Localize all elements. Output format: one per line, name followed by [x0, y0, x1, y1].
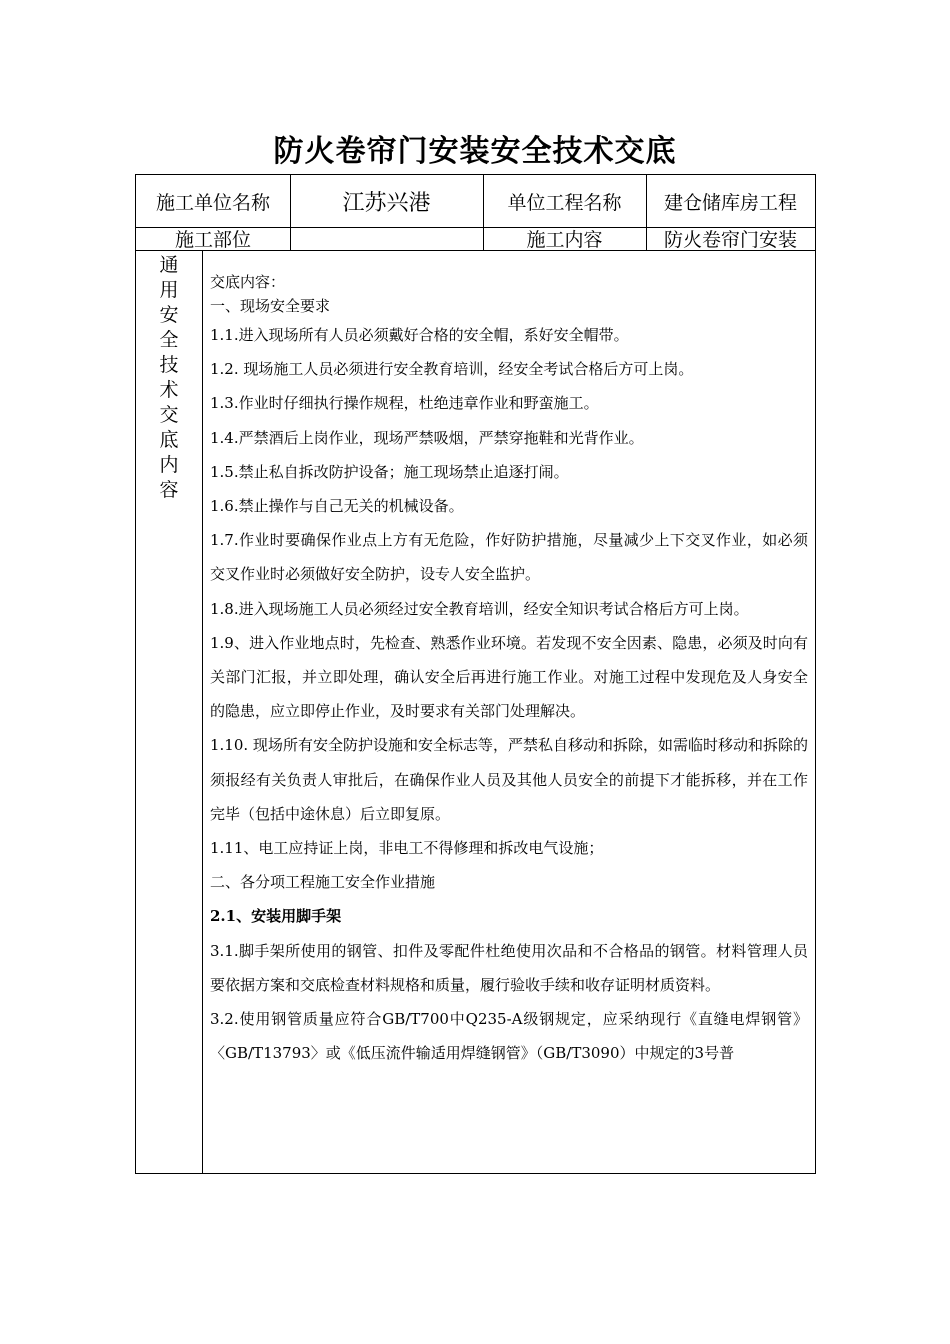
disclosure-table [135, 174, 816, 1174]
section-heading: 二、各分项工程施工安全作业措施 [210, 873, 436, 892]
side-label-char: 交 [159, 404, 179, 426]
clause-1-5: 1.5.禁止私自拆改防护设备；施工现场禁止追逐打闹。 [210, 462, 569, 481]
side-label-char: 容 [159, 479, 179, 501]
side-label-char: 术 [159, 379, 179, 401]
subsection-heading: 2.1、安装用脚手架 [210, 907, 342, 926]
clause-1-7: 1.7.作业时要确保作业点上方有无危险，作好防护措施，尽量减少上下交叉作业，如必须交叉作业时必须做好安全防护，设专人安全监护。 [210, 531, 808, 584]
side-label-char: 全 [159, 329, 179, 351]
clause-1-2: 1.2. 现场施工人员必须进行安全教育培训，经安全考试合格后方可上岗。 [210, 360, 694, 379]
clause-3-2: 3.2.使用钢管质量应符合GB/T700中Q235-A级钢规定，应采纳现行《直缝电焊钢管》〈GB/T13793〉或《低压流件输适用焊缝钢管》（GB/T3090）中规定的3号普 [210, 1010, 808, 1063]
side-label-char: 内 [159, 454, 179, 476]
side-label-char: 技 [159, 354, 179, 376]
clause-1-10: 1.10. 现场所有安全防护设施和安全标志等，严禁私自移动和拆除，如需临时移动和拆除的须报经有关负责人审批后，在确保作业人员及其他人员安全的前提下才能拆移，并在工作完毕（包括中途休息）后立即复原。 [210, 736, 808, 823]
construction-unit-value: 江苏兴港 [342, 190, 431, 216]
clause-1-4: 1.4.严禁酒后上岗作业，现场严禁吸烟，严禁穿拖鞋和光背作业。 [210, 428, 644, 447]
section-heading: 一、现场安全要求 [210, 297, 331, 315]
disclosure-content [210, 270, 808, 1070]
side-label-char: 通 [159, 254, 179, 276]
construction-part-value [290, 227, 483, 250]
side-label-char: 用 [159, 279, 179, 301]
project-name-label: 单位工程名称 [507, 191, 622, 214]
clause-3-1: 3.1.脚手架所使用的钢管、扣件及零配件杜绝使用次品和不合格品的钢管。材料管理人员要依据方案和交底检查材料规格和质量，履行验收手续和收存证明材质资料。 [210, 941, 808, 994]
construction-content-label: 施工内容 [526, 229, 603, 251]
col-divider [202, 250, 203, 1173]
side-label-vertical [136, 253, 202, 503]
project-name-value: 建仓储库房工程 [663, 191, 797, 214]
side-label-char: 安 [159, 304, 179, 326]
clause-1-8: 1.8.进入现场施工人员必须经过安全教育培训，经安全知识考试合格后方可上岗。 [210, 599, 749, 618]
clause-1-1: 1.1.进入现场所有人员必须戴好合格的安全帽，系好安全帽带。 [210, 326, 629, 344]
document-title: 防火卷帘门安装安全技术交底 [273, 134, 677, 169]
construction-unit-label: 施工单位名称 [155, 191, 270, 214]
construction-content-value: 防火卷帘门安装 [663, 229, 797, 251]
side-label-char: 底 [159, 429, 179, 451]
clause-1-6: 1.6.禁止操作与自己无关的机械设备。 [210, 497, 464, 516]
clause-1-9: 1.9、进入作业地点时，先检查、熟悉作业环境。若发现不安全因素、隐患，必须及时向有关部门汇报，并立即处理，确认安全后再进行施工作业。对施工过程中发现危及人身安全的隐患，应立即停止作业，及时要求有关部门处理解决。 [210, 633, 808, 721]
clause-1-11: 1.11、电工应持证上岗，非电工不得修理和拆改电气设施； [210, 839, 604, 858]
clause-1-3: 1.3.作业时仔细执行操作规程，杜绝违章作业和野蛮施工。 [210, 394, 599, 413]
construction-part-label: 施工部位 [174, 229, 251, 251]
content-intro: 交底内容： [210, 273, 286, 291]
